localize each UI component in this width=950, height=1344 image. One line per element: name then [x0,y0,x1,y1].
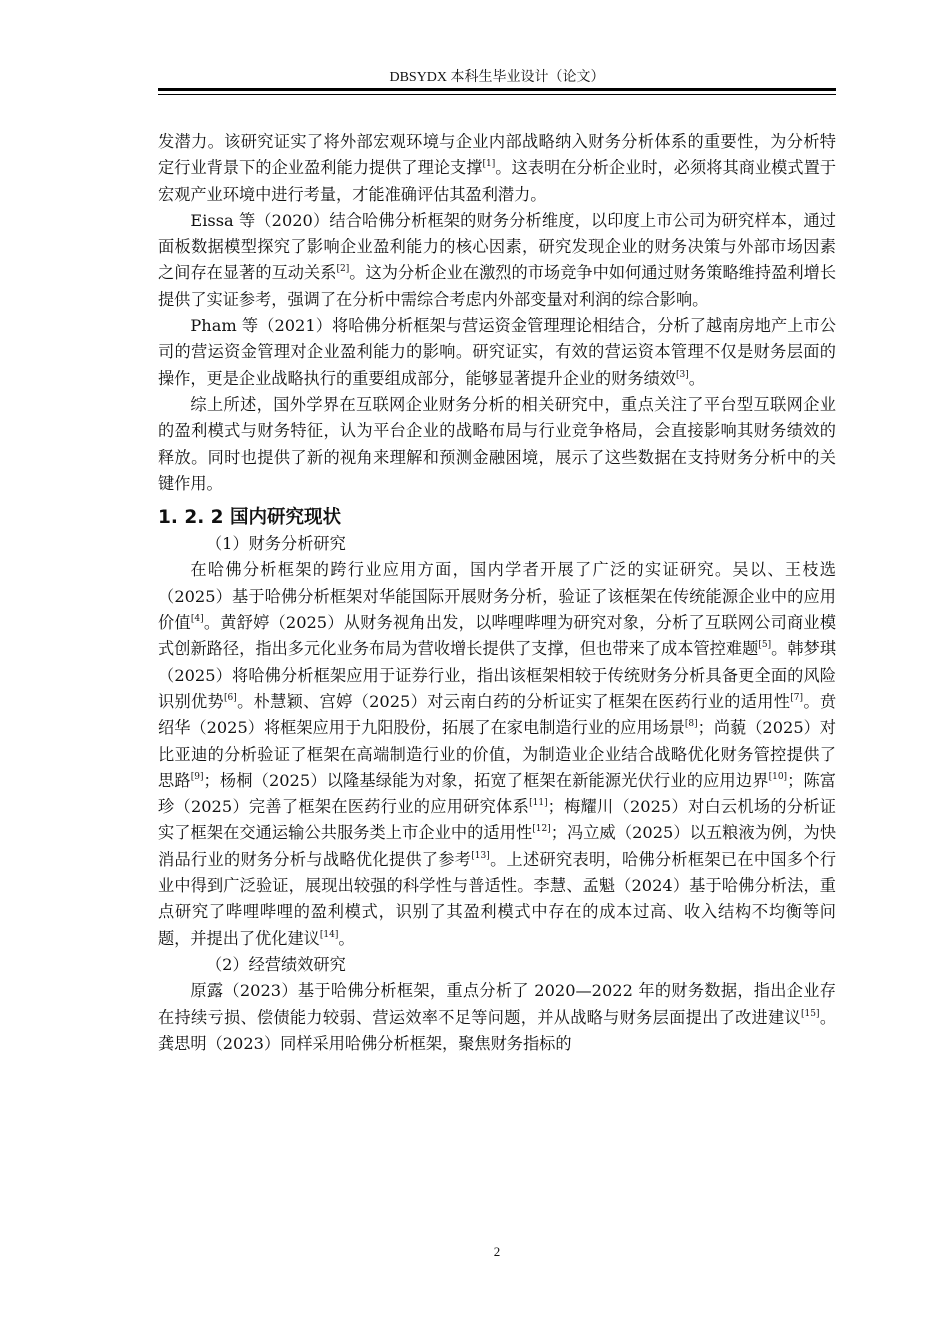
paragraph-4: 综上所述，国外学界在互联网企业财务分析的相关研究中，重点关注了平台型互联网企业的盈利模式与财务特征，认为平台企业的战略布局与行业竞争格局，会直接影响其财务绩效的释放。同时也提供了新的视角来理解和预测金融困境，展示了这些数据在支持财务分析中的关键作用。 [158,394,836,493]
citation: [6] [224,692,237,703]
citation: [1] [482,159,496,170]
page-body [158,129,836,1057]
citation: [5] [758,640,772,651]
citation: [8] [684,719,698,730]
citation: [15] [801,1008,820,1019]
citation: [13] [471,850,490,861]
paragraph-6: 原露（2023）基于哈佛分析框架，重点分析了 2020—2022 年的财务数据，指出企业存在持续亏损、偿债能力较弱、营运效率不足等问题，并从战略与财务层面提出了改进建议[15]。龚思明（2023）同样采用哈佛分析框架，聚焦财务指标的 [158,981,837,1053]
paragraph-1: 发潜力。该研究证实了将外部宏观环境与企业内部战略纳入财务分析体系的重要性，为分析特定行业背景下的企业盈利能力提供了理论支撑[1]。这表明在分析企业时，必须将其商业模式置于宏观产业环境中进行考量，才能准确评估其盈利潜力。 [158,132,837,204]
paragraph-3: Pham 等（2021）将哈佛分析框架与营运资金管理理论相结合，分析了越南房地产上市公司的营运资金管理对企业盈利能力的影响。研究证实，有效的营运资本管理不仅是财务层面的操作，更是企业战略执行的重要组成部分，能够显著提升企业的财务绩效[3]。 [158,316,836,388]
paragraph-2: Eissa 等（2020）结合哈佛分析框架的财务分析维度，以印度上市公司为研究样本，通过面板数据模型探究了影响企业盈利能力的核心因素，研究发现企业的财务决策与外部市场因素之间存在显著的互动关系[2]。这为分析企业在激烈的市场竞争中如何通过财务策略维持盈利增长提供了实证参考，强调了在分析中需综合考虑内外部变量对利润的综合影响。 [158,210,837,309]
page-header: DBSYDX 本科生毕业设计（论文） [389,70,605,85]
citation: [3] [676,369,689,380]
section-heading: 1. 2. 2 国内研究现状 [158,507,341,529]
paragraph-5: 在哈佛分析框架的跨行业应用方面，国内学者开展了广泛的实证研究。吴以、王枝选（2025）基于哈佛分析框架对华能国际开展财务分析，验证了该框架在传统能源企业中的应用价值[4]。黄舒婷（2025）从财务视角出发，以哔哩哔哩为研究对象，分析了互联网公司商业模式创新路径，指出多元化业务布局为营收增长提供了支撑，但也带来了成本管控难题[5]。韩梦琪（2025）将哈佛分析框架应用于证券行业，指出该框架相较于传统财务分析具备更全面的风险识别优势[6]。朴慧颖、宫婷（2025）对云南白药的分析证实了框架在医药行业的适用性[7]。贲绍华（2025）将框架应用于九阳股份，拓展了在家电制造行业的应用场景[8]；尚藐（2025）对比亚迪的分析验证了框架在高端制造行业的价值，为制造业企业结合战略优化财务管控提供了思路[9]；杨桐（2025）以隆基绿能为对象，拓宽了框架在新能源光伏行业的应用边界[10]；陈富珍（2025）完善了框架在医药行业的应用研究体系[11]；梅耀川（2025）对白云机场的分析证实了框架在交通运输公共服务类上市企业中的适用性[12]；冯立威（2025）以五粮液为例，为快消品行业的财务分析与战略优化提供了参考[13]。上述研究表明，哈佛分析框架已在中国多个行业中得到广泛验证，展现出较强的科学性与普适性。李慧、孟魁（2024）基于哈佛分析法，重点研究了哔哩哔哩的盈利模式，识别了其盈利模式中存在的成本过高、收入结构不均衡等问题，并提出了优化建议[14]。 [158,560,837,948]
subheading-performance: （2）经营绩效研究 [206,954,346,974]
subheading-financial-analysis: （1）财务分析研究 [206,534,346,554]
citation: [10] [768,771,788,782]
header-rule-thin [158,94,836,95]
citation: [2] [336,264,350,275]
citation: [12] [532,824,551,835]
citation: [7] [790,692,803,703]
header-rule-thick [158,88,836,91]
citation: [14] [319,929,339,940]
citation: [11] [529,798,548,809]
citation: [4] [190,614,204,625]
citation: [9] [190,771,204,782]
page-number: 2 [493,1244,501,1259]
